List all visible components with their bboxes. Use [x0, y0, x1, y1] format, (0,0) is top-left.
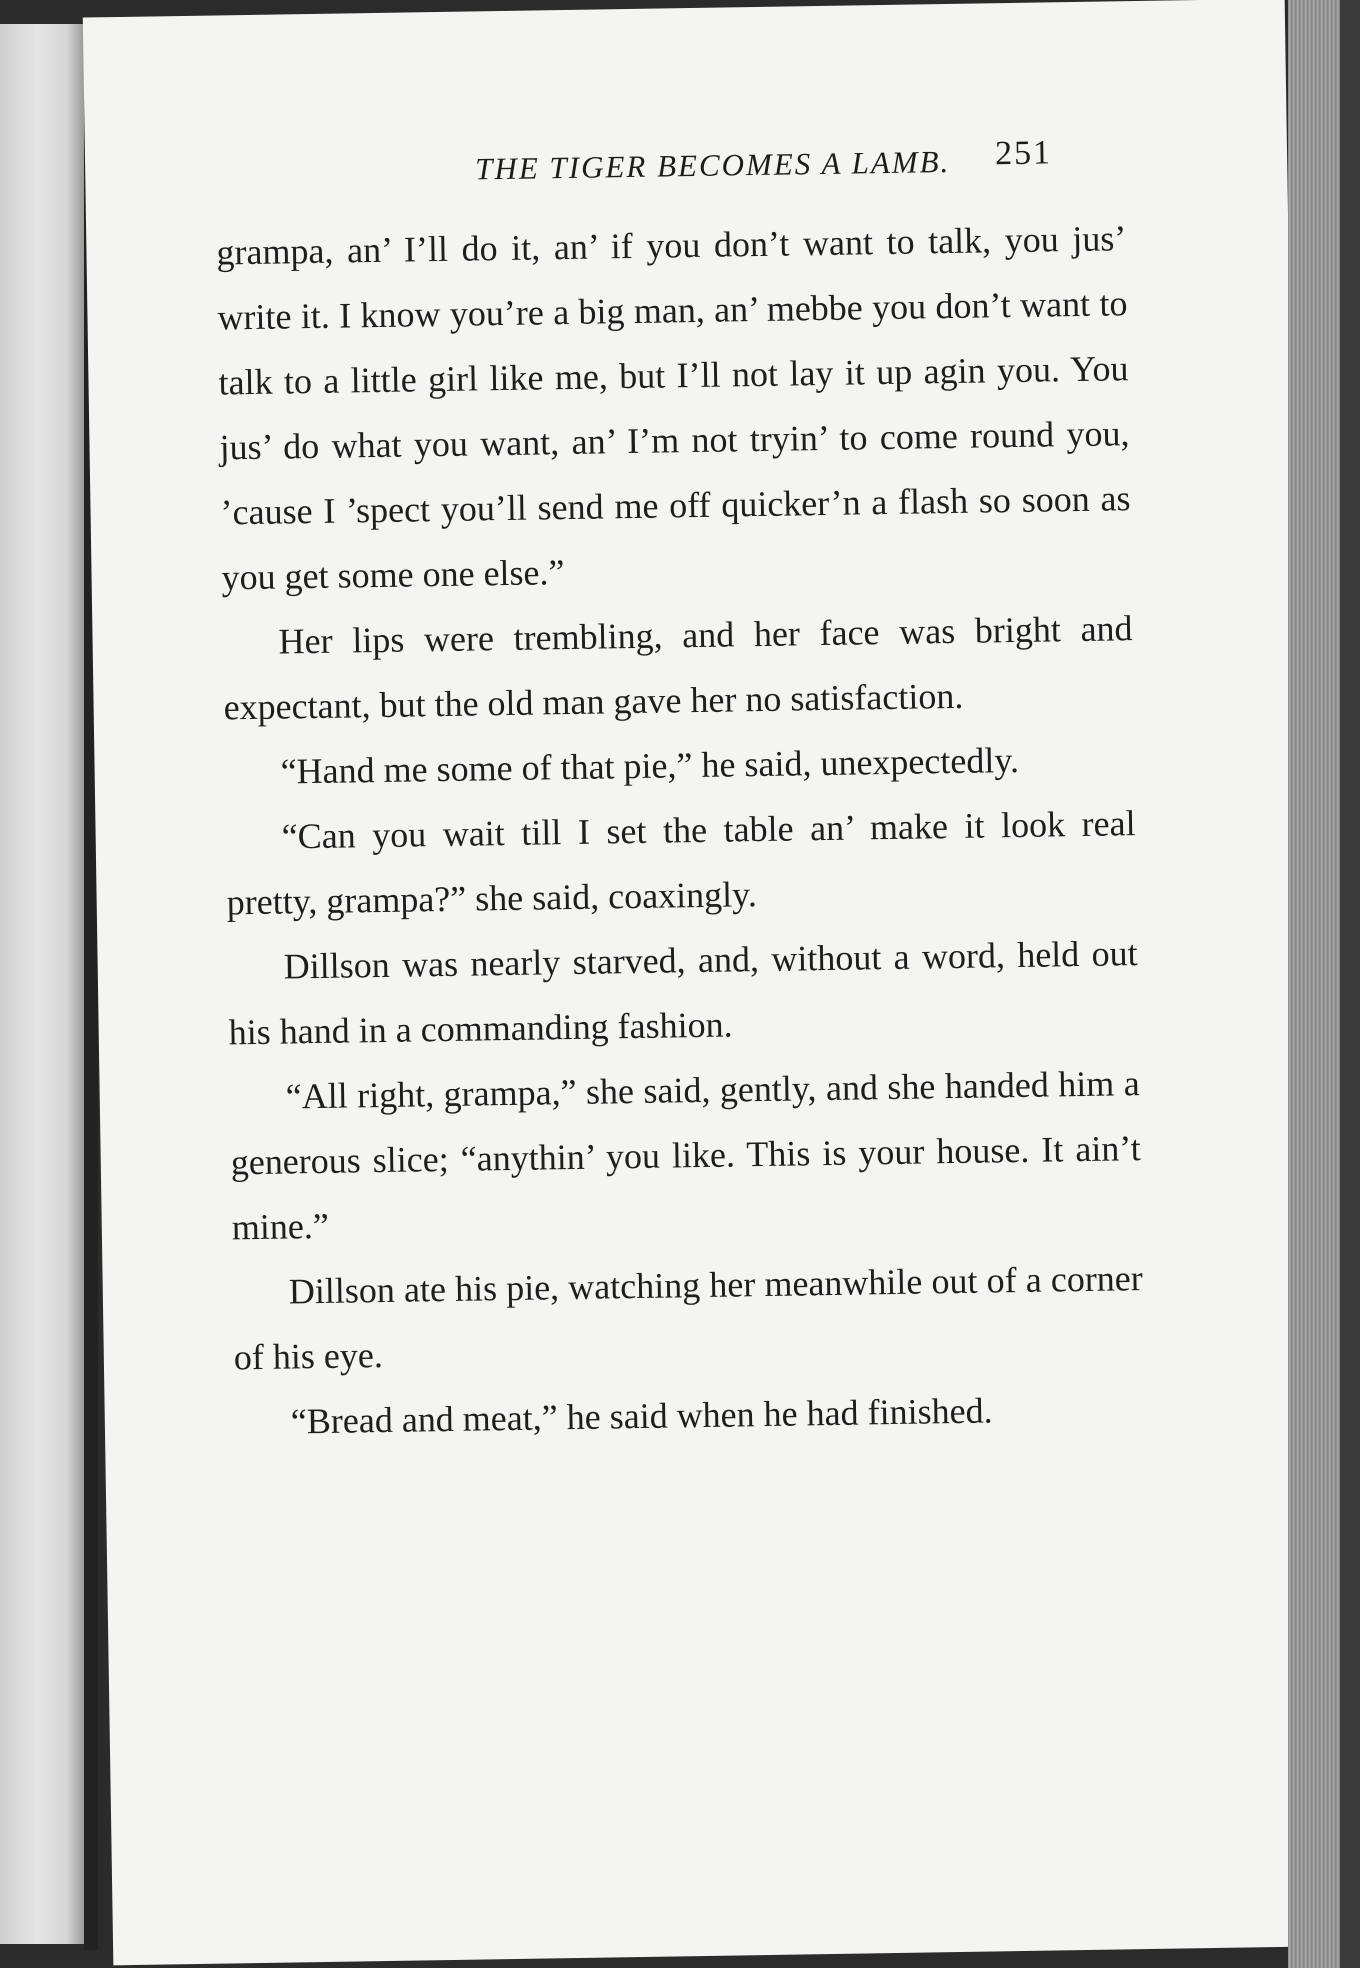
paragraph: “Hand me some of that pie,” he said, unexpectedly. — [280, 739, 1020, 792]
page-number: 251 — [994, 134, 1053, 173]
paragraph: Dillson ate his pie, watching her meanwhile out of a corner of his eye. — [233, 1258, 1144, 1378]
paragraph: “All right, grampa,” she said, gently, and she handed him a generous slice; “anythin’ you like. This is your house. It ain’t mine.” — [230, 1063, 1141, 1248]
body-text — [216, 206, 1145, 1455]
paragraph: “Can you wait till I set the table an’ make it look real pretty, grampa?” she said, coaxingly. — [226, 803, 1136, 923]
paragraph: Dillson was nearly starved, and, without a word, held out his hand in a commanding fashion. — [228, 933, 1138, 1053]
facing-page-edge — [0, 24, 84, 1944]
paragraph: Her lips were trembling, and her face was bright and expectant, but the old man gave her no satisfaction. — [223, 608, 1133, 728]
book-page — [83, 0, 1315, 1965]
paragraph: “Bread and meat,” he said when he had finished. — [290, 1390, 993, 1442]
paragraph: grampa, an’ I’ll do it, an’ if you don’t want to talk, you jus’ write it. I know you’re a big man, an’ mebbe you don’t want to talk to a little girl like me, but I’ll not lay it up agin you. You jus’ do what you want, an’ I’m not tryin’ to come round you, ’cause I ’spect you’ll send me off quicker’n a flash so soon as you get some one else.” — [216, 218, 1131, 598]
running-head — [355, 132, 1216, 196]
book-cover-edge — [1340, 0, 1360, 1968]
running-title: THE TIGER BECOMES A LAMB. — [474, 143, 951, 187]
